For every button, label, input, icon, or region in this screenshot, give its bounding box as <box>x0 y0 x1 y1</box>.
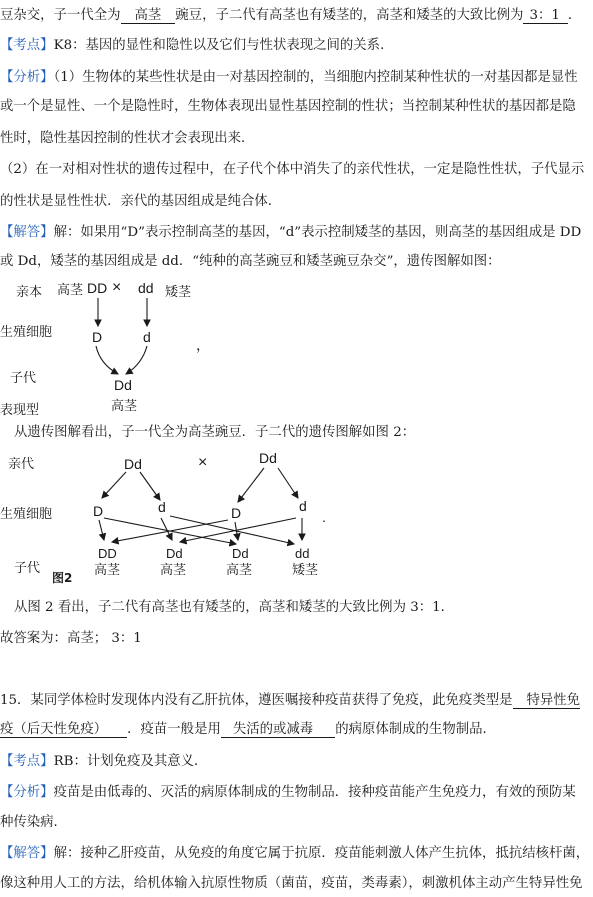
fenxi-tag: 【分析】 <box>0 70 54 85</box>
arrow-p1-D <box>102 472 126 498</box>
arrow-p2-d <box>278 468 298 498</box>
genetic-diagram-2 <box>0 446 340 590</box>
text-line: 或一个是显性、一个是隐性时，生物体表现出显性基因控制的性状；当控制某种性状的基因都是隐 <box>0 99 576 114</box>
arrow-D-DD <box>99 520 104 540</box>
kaodian-tag: 【考点】 <box>0 754 54 769</box>
offspring-DD-phenotype: 高茎 <box>94 563 121 578</box>
cross-symbol: × <box>112 279 122 296</box>
row-label-parent: 亲本 <box>16 285 43 300</box>
text-line: （2）在一对相对性状的遗传过程中，在子代个体中消失了的亲代性状，一定是隐性性状，子代显示 <box>0 162 585 177</box>
fenxi-tag: 【分析】 <box>0 785 54 800</box>
text-line: 像这种用人工的方法，给机体输入抗原性物质（菌苗，疫苗，类毒素），刺激机体主动产生特异性免 <box>0 876 583 891</box>
text-line: 豆杂交，子一代全为 高茎 豌豆，子二代有高茎也有矮茎的，高茎和矮茎的大致比例为 3：1 ． <box>0 8 582 23</box>
answer-blank: 高茎 <box>121 9 176 24</box>
answer-line: 故答案为：高茎； 3：1 <box>0 631 142 646</box>
gamete-D-right: D <box>231 505 242 521</box>
fenxi-line: 【分析】疫苗是由低毒的、灭活的病原体制成的生物制品．接种疫苗能产生免疫力，有效的预防某 <box>0 785 576 800</box>
comma: ， <box>196 337 210 353</box>
kaodian-line: 【考点】RB：计划免疫及其意义． <box>0 754 208 769</box>
answer-blank: 特异性免 <box>513 694 581 709</box>
fenxi-line: 【分析】（1）生物体的某些性状是由一对基因控制的，当细胞内控制某种性状的一对基因都是显性 <box>0 70 578 85</box>
figure-caption: 图2 <box>52 571 73 585</box>
arrow-d-offspring <box>126 346 147 374</box>
parent1-phenotype: 高茎 <box>57 283 84 298</box>
answer-blank: 失活的或减毒 <box>221 723 335 738</box>
jieda-line: 【解答】解：如果用“D”表示控制高茎的基因，“d”表示控制矮茎的基因，则高茎的基因组成是 DD <box>0 225 582 240</box>
jieda-tag: 【解答】 <box>0 225 54 240</box>
gamete-d-right: d <box>299 498 307 514</box>
offspring-DD: DD <box>98 546 117 561</box>
offspring-dd: dd <box>295 546 310 561</box>
parent1-genotype: Dd <box>124 456 142 472</box>
row-label-parent: 亲代 <box>8 457 35 472</box>
offspring-Dd-2-phenotype: 高茎 <box>226 563 253 578</box>
row-label-gamete: 生殖细胞 <box>0 325 53 340</box>
gamete-D: D <box>92 329 103 345</box>
parent2-phenotype: 矮茎 <box>165 285 192 300</box>
offspring-Dd-2: Dd <box>232 546 249 561</box>
kaodian-line: 【考点】K8：基因的显性和隐性以及它们与性状表现之间的关系． <box>0 38 394 53</box>
parent1-genotype: DD <box>87 280 108 296</box>
answer-blank: 疫（后天性免疫） <box>0 723 127 738</box>
text-line: 的性状是显性性状．亲代的基因组成是纯合体． <box>0 194 282 209</box>
offspring-phenotype: 高茎 <box>111 399 138 414</box>
gamete-d: d <box>143 329 151 345</box>
row-label-offspring: 子代 <box>10 371 37 386</box>
row-label-offspring: 子代 <box>14 561 41 576</box>
text-line: 或 Dd，矮茎的基因组成是 dd．“纯种的高茎豌豆和矮茎豌豆杂交”，遗传图解如图： <box>0 254 501 269</box>
arrow-p2-D <box>238 468 264 502</box>
arrow-D-offspring <box>96 346 118 374</box>
arrow-p1-d <box>140 472 160 500</box>
jieda-tag: 【解答】 <box>0 846 54 861</box>
cross-symbol: × <box>198 454 208 471</box>
offspring-Dd-1: Dd <box>166 546 183 561</box>
row-label-gamete: 生殖细胞 <box>0 507 53 522</box>
genetic-diagram-1 <box>0 274 260 420</box>
text-line: 种传染病． <box>0 815 67 830</box>
kaodian-tag: 【考点】 <box>0 38 54 53</box>
answer-blank: 3：1 <box>523 9 567 24</box>
parent2-genotype: dd <box>138 280 154 296</box>
offspring-dd-phenotype: 矮茎 <box>292 563 319 578</box>
question-15-cont: 疫（后天性免疫） ．疫苗一般是用 失活的或减毒 的病原体制成的生物制品． <box>0 722 496 737</box>
gamete-d-left: d <box>158 499 166 515</box>
text-line: 从遗传图解看出，子一代全为高茎豌豆．子二代的遗传图解如图 2： <box>14 425 416 440</box>
gamete-D-left: D <box>93 503 104 519</box>
jieda-line: 【解答】解：接种乙肝疫苗，从免疫的角度它属于抗原．疫苗能刺激人体产生抗体，抵抗结核杆菌， <box>0 846 590 861</box>
row-label-phenotype: 表现型 <box>0 403 40 418</box>
offspring-genotype: Dd <box>114 377 132 393</box>
text-line: 性时，隐性基因控制的性状才会表现出来． <box>0 131 255 146</box>
text-line: 从图 2 看出，子二代有高茎也有矮茎的，高茎和矮茎的大致比例为 3：1． <box>14 600 455 615</box>
offspring-Dd-1-phenotype: 高茎 <box>160 563 187 578</box>
question-15: 15．某同学体检时发现体内没有乙肝抗体，遵医嘱接种疫苗获得了免疫，此免疫类型是 特异性免 <box>0 693 581 708</box>
dot: . <box>322 509 326 525</box>
parent2-genotype: Dd <box>259 450 277 466</box>
